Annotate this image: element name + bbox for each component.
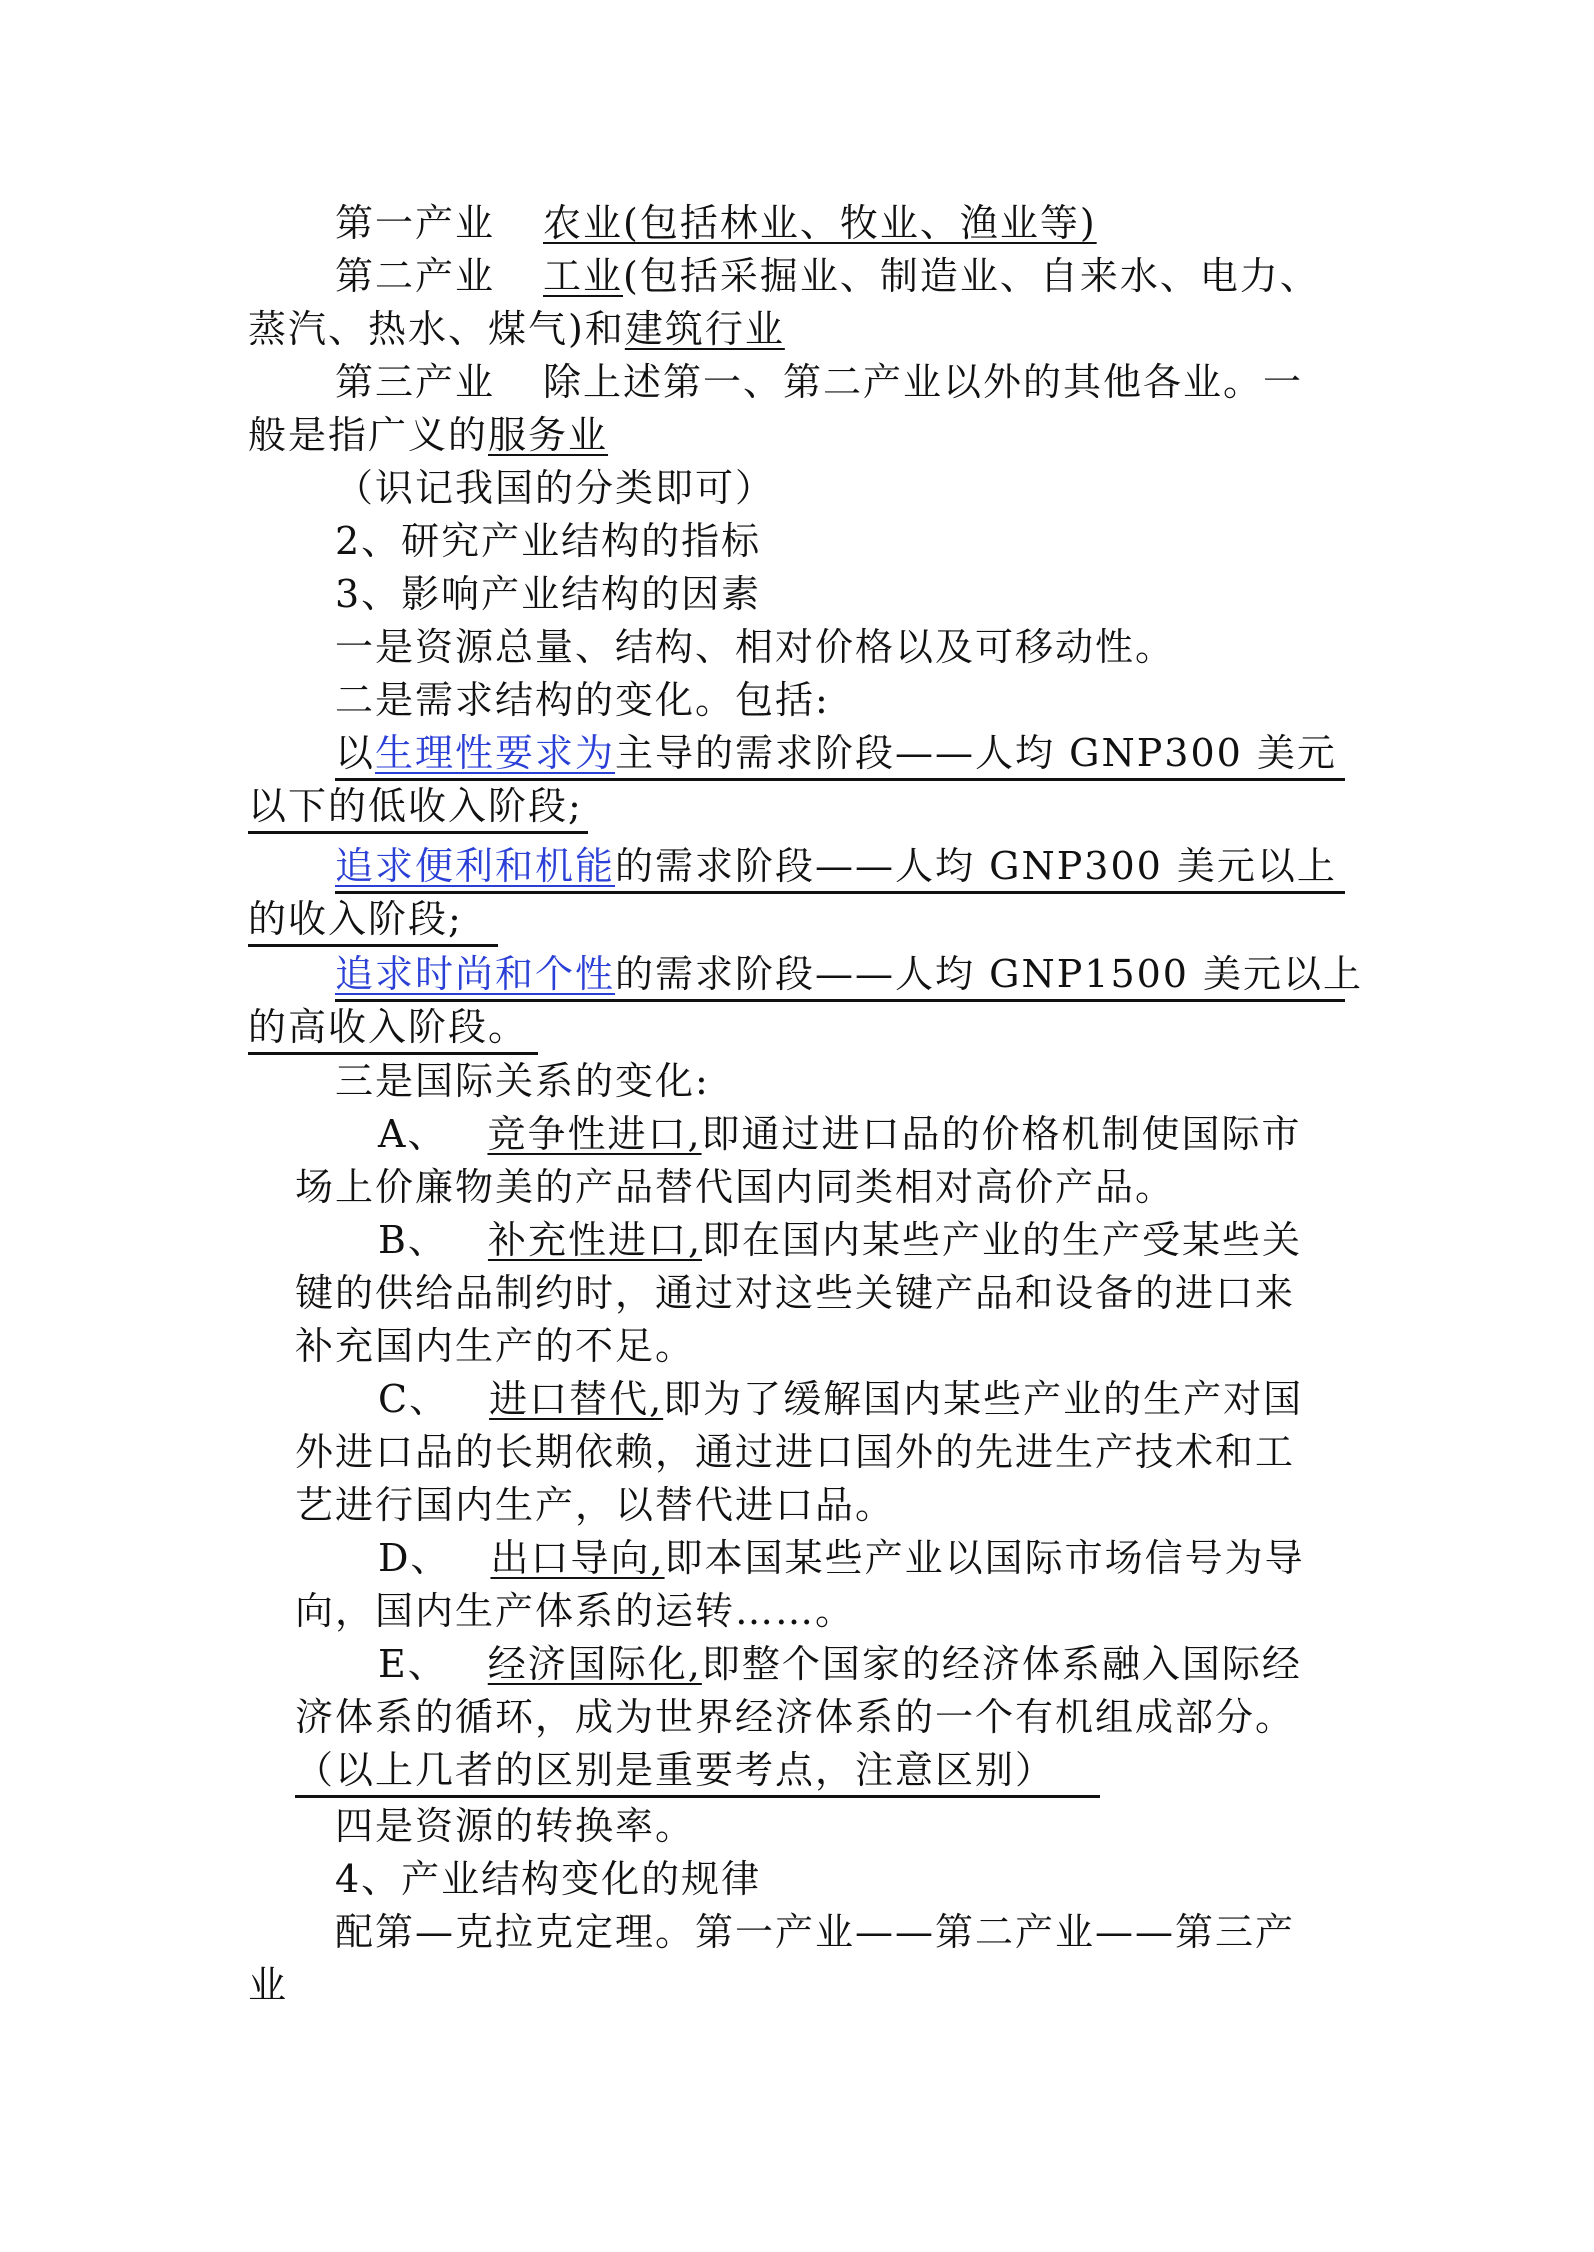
demand-stage-2 — [335, 840, 1337, 893]
demand-stage-2-cont: 的收入阶段; — [248, 897, 463, 941]
heading-2: 2、研究产业结构的指标 — [335, 519, 762, 563]
industry-3-desc-cont: 般是指广义的 — [248, 413, 489, 457]
demand-stage-2-link[interactable]: 追求便利和机能 — [335, 844, 616, 888]
underline — [248, 944, 498, 947]
item-e-text: 即整个国家的经济体系融入国际经 — [701, 1642, 1302, 1686]
industry-2-label: 第二产业 — [335, 254, 496, 298]
heading-3: 3、影响产业结构的因素 — [335, 572, 762, 616]
industry-3-line-2 — [248, 409, 608, 462]
item-c-line-2: 外进口品的长期依赖，通过进口国外的先进生产技术和工 — [295, 1430, 1296, 1474]
industry-1-line — [335, 197, 1097, 250]
factor-1: 一是资源总量、结构、相对价格以及可移动性。 — [335, 625, 1176, 669]
heading-4: 4、产业结构变化的规律 — [335, 1857, 762, 1901]
demand-stage-1-prefix: 以 — [335, 731, 376, 775]
item-e-key: E、 — [378, 1642, 448, 1686]
underline — [248, 831, 588, 834]
factor-3: 三是国际关系的变化: — [335, 1059, 710, 1103]
industry-3-desc: 除上述第一、第二产业以外的其他各业。一 — [543, 360, 1304, 404]
item-d — [378, 1532, 1305, 1585]
demand-stage-1-cont: 以下的低收入阶段; — [248, 784, 583, 828]
industry-2-line — [335, 250, 1320, 303]
item-d-text: 即本国某些产业以国际市场信号为导 — [664, 1536, 1305, 1580]
industry-1-desc: 农业(包括林业、牧业、渔业等) — [543, 201, 1097, 245]
law-line: 配第—克拉克定理。第一产业——第二产业——第三产 — [335, 1910, 1296, 1954]
item-e-line-2: 济体系的循环，成为世界经济体系的一个有机组成部分。 — [295, 1695, 1296, 1739]
industry-2-desc-cont: 蒸汽、热水、煤气)和 — [248, 307, 625, 351]
item-e — [378, 1638, 1302, 1691]
item-b — [378, 1214, 1302, 1267]
demand-stage-1-link[interactable]: 生理性要求为 — [375, 731, 616, 775]
industry-1-label: 第一产业 — [335, 201, 496, 245]
item-a-term: 竞争性进口, — [487, 1112, 702, 1156]
industry-2-line-2 — [248, 303, 785, 356]
item-c-line-3: 艺进行国内生产，以替代进口品。 — [295, 1483, 896, 1527]
demand-stage-1 — [335, 727, 1337, 780]
demand-stage-3-cont: 的高收入阶段。 — [248, 1005, 529, 1049]
item-e-term: 经济国际化, — [487, 1642, 702, 1686]
item-b-line-3: 补充国内生产的不足。 — [295, 1324, 696, 1368]
item-a-line-2: 场上价廉物美的产品替代国内同类相对高价产品。 — [295, 1165, 1176, 1209]
item-a-key: A、 — [378, 1112, 448, 1156]
demand-stage-3 — [335, 948, 1363, 1001]
demand-stage-3-text: 的需求阶段——人均 GNP1500 美元以上 — [615, 952, 1364, 996]
industry-3-line — [335, 356, 1303, 409]
item-d-key: D、 — [378, 1536, 451, 1580]
demand-stage-3-link[interactable]: 追求时尚和个性 — [335, 952, 616, 996]
item-c-term: 进口替代, — [489, 1377, 664, 1421]
item-c-key: C、 — [378, 1377, 450, 1421]
demand-stage-2-text: 的需求阶段——人均 GNP300 美元以上 — [615, 844, 1337, 888]
item-b-line-2: 键的供给品制约时，通过对这些关键产品和设备的进口来 — [295, 1271, 1296, 1315]
industry-2-desc: (包括采掘业、制造业、自来水、电力、 — [623, 254, 1320, 298]
underline — [335, 891, 1345, 894]
industry-3-term: 服务业 — [488, 413, 609, 457]
factor-4: 四是资源的转换率。 — [335, 1804, 696, 1848]
factor-2: 二是需求结构的变化。包括: — [335, 678, 830, 722]
underline — [295, 1795, 1100, 1798]
note-key-point: （以上几者的区别是重要考点，注意区别） — [295, 1748, 1056, 1792]
item-a — [378, 1108, 1302, 1161]
law-line-2: 业 — [248, 1963, 289, 2007]
item-b-text: 即在国内某些产业的生产受某些关 — [702, 1218, 1303, 1262]
industry-3-label: 第三产业 — [335, 360, 496, 404]
industry-2-term-2: 建筑行业 — [624, 307, 785, 351]
note-classification: （识记我国的分类即可） — [335, 466, 776, 510]
industry-2-term: 工业 — [543, 254, 624, 298]
item-d-term: 出口导向, — [490, 1536, 665, 1580]
item-b-key: B、 — [378, 1218, 448, 1262]
item-c — [378, 1373, 1303, 1426]
item-a-text: 即通过进口品的价格机制使国际市 — [701, 1112, 1302, 1156]
demand-stage-1-text: 主导的需求阶段——人均 GNP300 美元 — [615, 731, 1337, 775]
item-b-term: 补充性进口, — [487, 1218, 703, 1262]
item-d-line-2: 向，国内生产体系的运转……。 — [295, 1589, 856, 1633]
item-c-text: 即为了缓解国内某些产业的生产对国 — [663, 1377, 1304, 1421]
